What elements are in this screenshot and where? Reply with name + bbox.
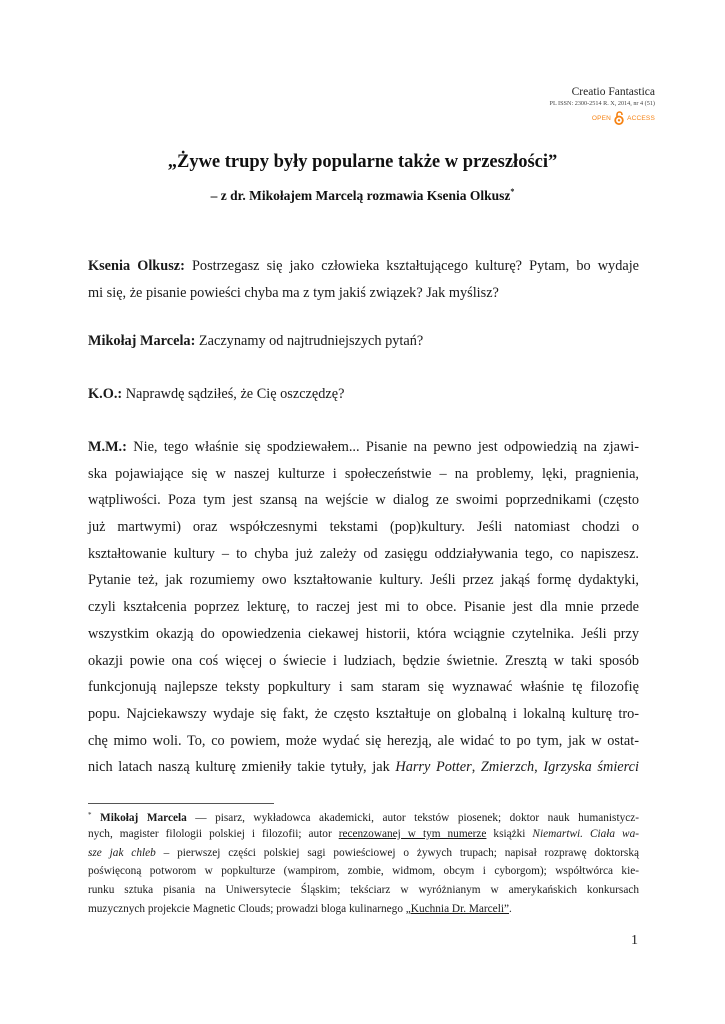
footnote-author-name: Mikołaj Marcela [100,812,187,824]
footnote-text-2: nych, magister filologii polskiej i filozofii; autor [88,827,339,840]
footnote-line-3 [88,844,639,863]
book-title: sze jak chleb [88,846,156,859]
speaker-name: Ksenia Olkusz: [88,258,185,274]
answer-2-line-1 [88,434,639,461]
answer-1-line [88,328,639,355]
open-access-lock-icon [614,111,624,125]
answer-2-line-4: już martwymi) oraz współczesnymi tekstami (pop)kultury. Jeśli natomiast chodzi o [88,519,639,536]
journal-title: Creatio Fantastica [571,86,655,98]
question-1-line-1 [88,253,639,280]
book-title: Niemartwi. Ciała wa- [532,827,639,840]
footnote-line-2 [88,825,639,844]
subtitle-text: – z dr. Mikołajem Marcelą rozmawia Ksenia Olkusz [210,188,511,203]
question-1 [88,253,639,306]
open-access-label-access: ACCESS [627,114,655,122]
footnote-text-1: — pisarz, wykładowca akademicki, autor tekstów piosenek; doktor nauk humanistycz- [186,812,640,824]
book-title: Harry Potter [395,759,472,776]
footnote-mark: * [88,811,92,819]
answer-2-line-13 [88,754,639,781]
answer-2-line-12: chę mimo woli. To, co powiem, może wydać się herezją, ale widać to po tym, jak w ostat- [88,732,639,749]
answer-2-text-1: Nie, tego właśnie się spodziewałem... Pisanie na pewno jest odpowiedzią na zjawi- [133,439,640,455]
separator: , [471,759,481,776]
footnote-reference[interactable]: * [510,187,515,196]
footnote-text-2b: książki [486,827,533,840]
separator: , [534,759,544,776]
review-link[interactable]: recenzowanej w tym numerze [338,827,487,840]
book-title: Igrzyska śmierci [543,759,639,776]
footnote-line-6 [88,900,639,919]
book-title: Zmierzch [480,759,535,776]
speaker-name: Mikołaj Marcela: [88,333,196,349]
answer-2-line-3: wątpliwości. Poza tym jest szansą na wejście w dialog ze swoimi poprzednikami (często [88,492,639,509]
open-access-label-open: OPEN [591,114,612,122]
page-number: 1 [631,933,638,948]
speaker-name: K.O.: [88,386,123,402]
answer-2-line-7: czyli kształcenia poprzez lekturę, to raczej jest mi to obce. Pisanie jest dla mnie przede [88,599,639,616]
question-2-text: Naprawdę sądziłeś, że Cię oszczędzę? [125,386,345,402]
speaker-name: M.M.: [88,439,127,455]
question-2-line [88,381,639,408]
answer-2-line-9: okazji powie ona coś więcej o świecie i ludziach, będzie świetnie. Zresztą w taki sposób [88,652,639,669]
answer-2 [88,434,639,781]
open-access-badge [550,111,655,125]
answer-2-line-2: ska pojawiające się w naszej kulturze i społeczeństwie – na problemy, lęki, pragnienia, [88,465,639,482]
article-subtitle [0,187,725,204]
question-1-text-1: Postrzegasz się jako człowieka kształtującego kulturę? Pytam, bo wydaje [191,258,640,274]
article-title: „Żywe trupy były popularne także w przeszłości” [167,152,558,172]
answer-2-line-8: wszystkim okazją do opowiedzenia ciekawej historii, która wciągnie czytelnika. Jeśli przy [88,625,639,642]
answer-2-line-10: funkcjonują najlepsze teksty popkultury i sam staram się wyznawać właśnie tę filozofię [88,679,639,696]
answer-2-line-5: kształtowanie kultury – to chyba już zależy od zasięgu oddziaływania tego, co napiszesz. [88,545,639,562]
question-2 [88,381,639,408]
footnote [88,806,639,919]
footnote-text-6: muzycznych projekcie Magnetic Clouds; prowadzi bloga kulinarnego [88,902,406,915]
answer-1 [88,328,639,355]
footnote-divider [88,803,274,804]
footnote-text-6b: . [509,902,512,915]
journal-header [550,86,655,125]
blog-link[interactable]: „Kuchnia Dr. Marceli” [405,902,509,915]
footnote-line-1 [88,806,639,825]
journal-issn: PL ISSN: 2300-2514 R. X, 2014, nr 4 (51) [549,100,655,107]
answer-1-text: Zaczynamy od najtrudniejszych pytań? [198,333,424,349]
answer-2-line-11: popu. Najciekawszy wydaje się fakt, że często kształtuje on globalną i lokalną kulturę tro- [88,705,639,722]
answer-2-line-6: Pytanie też, jak rozumiemy owo kształtowanie kultury. Jeśli przez jakąś formę dydaktyki, [88,572,639,589]
footnote-text-3: – pierwszej części polskiej sagi powieściowej o żywych trupach; napisał rozprawę doktorską [155,846,639,859]
question-1-line-2: mi się, że pisanie powieści chyba ma z tym jakiś związek? Jak myślisz? [88,284,499,301]
footnote-line-5: runku sztuka pisania na Uniwersytecie Śląskim; tekściarz w wyróżnianym w amerykańskich konkursach [88,884,639,897]
footnote-line-4: poświęconą potworom w popkulturze (wampirom, zombie, widmom, obcym i cyborgom); współtwórca kie- [88,865,639,878]
answer-2-text-13: nich latach naszą kulturę zmieniły takie tytuły, jak [88,759,396,776]
